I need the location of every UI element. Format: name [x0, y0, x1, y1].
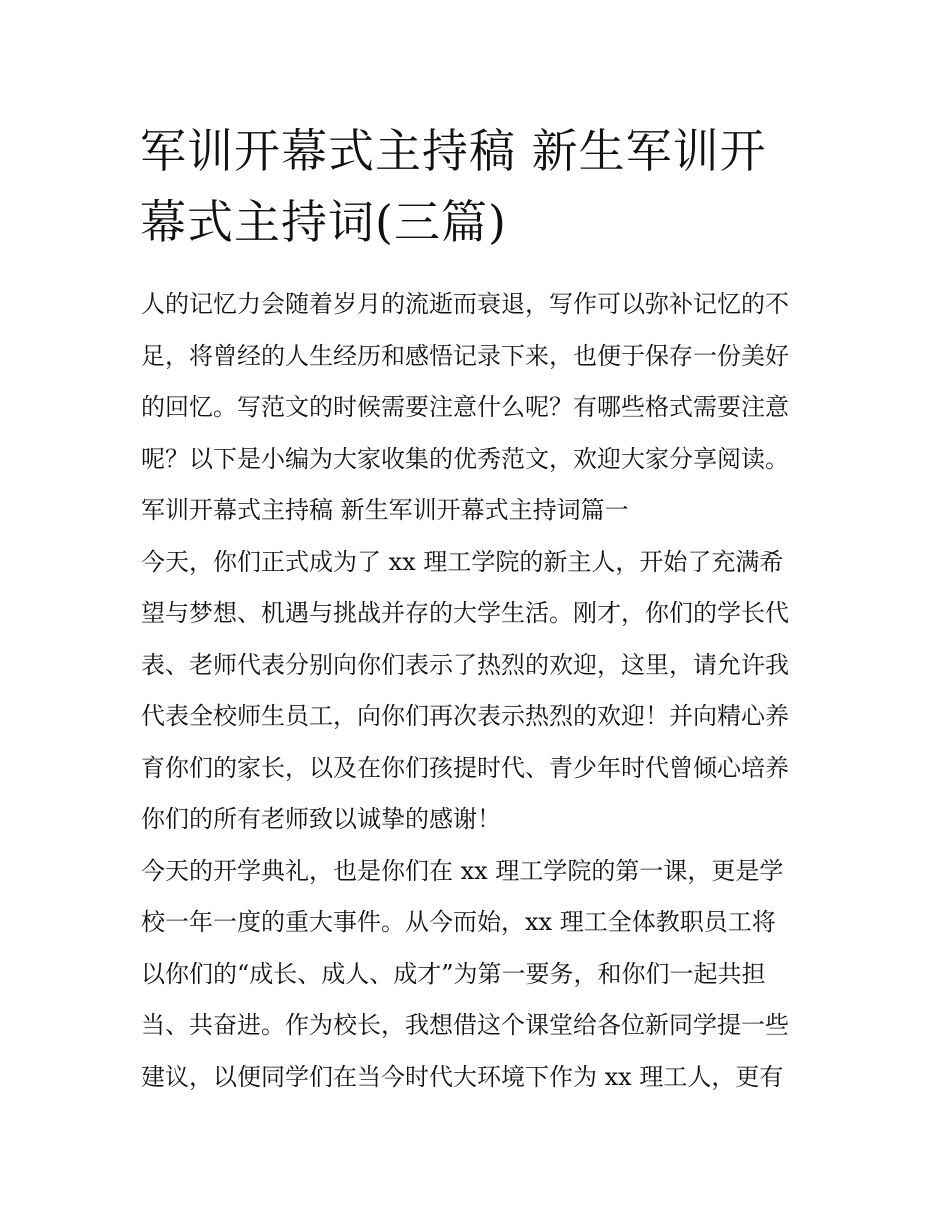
body-line: 呢？以下是小编为大家收集的优秀范文，欢迎大家分享阅读。 [141, 444, 789, 473]
title-line: 幕式主持词(三篇) [140, 195, 507, 249]
body-line: 以你们的“成长、成人、成才”为第一要务，和你们一起共担 [141, 959, 766, 988]
section-heading: 军训开幕式主持稿 新生军训开幕式主持词篇一 [141, 496, 629, 524]
body-line: 今天，你们正式成为了 xx 理工学院的新主人，开始了充满希 [141, 547, 784, 576]
body-line: 你们的所有老师致以诚挚的感谢！ [141, 805, 501, 833]
body-line: 建议，以便同学们在当今时代大环境下作为 xx 理工人，更有 [141, 1062, 784, 1091]
body-line: 表、老师代表分别向你们表示了热烈的欢迎，这里，请允许我 [141, 650, 789, 679]
body-line: 的回忆。写范文的时候需要注意什么呢？有哪些格式需要注意 [141, 393, 789, 421]
body-line: 人的记忆力会随着岁月的流逝而衰退，写作可以弥补记忆的不 [141, 290, 789, 318]
body-line: 当、共奋进。作为校长，我想借这个课堂给各位新同学提一些 [141, 1011, 789, 1039]
body-line: 今天的开学典礼，也是你们在 xx 理工学院的第一课，更是学 [141, 856, 784, 885]
title-line: 军训开幕式主持稿 新生军训开 [140, 124, 767, 178]
document-title [140, 116, 820, 258]
body-line: 望与梦想、机遇与挑战并存的大学生活。刚才，你们的学长代 [141, 599, 789, 627]
document-body [141, 279, 821, 1103]
body-line: 校一年一度的重大事件。从今而始，xx 理工全体教职员工将 [141, 908, 776, 936]
body-line: 足，将曾经的人生经历和感悟记录下来，也便于保存一份美好 [141, 341, 789, 370]
body-line: 代表全校师生员工，向你们再次表示热烈的欢迎！并向精心养 [141, 702, 789, 730]
body-line: 育你们的家长，以及在你们孩提时代、青少年时代曾倾心培养 [141, 753, 789, 782]
